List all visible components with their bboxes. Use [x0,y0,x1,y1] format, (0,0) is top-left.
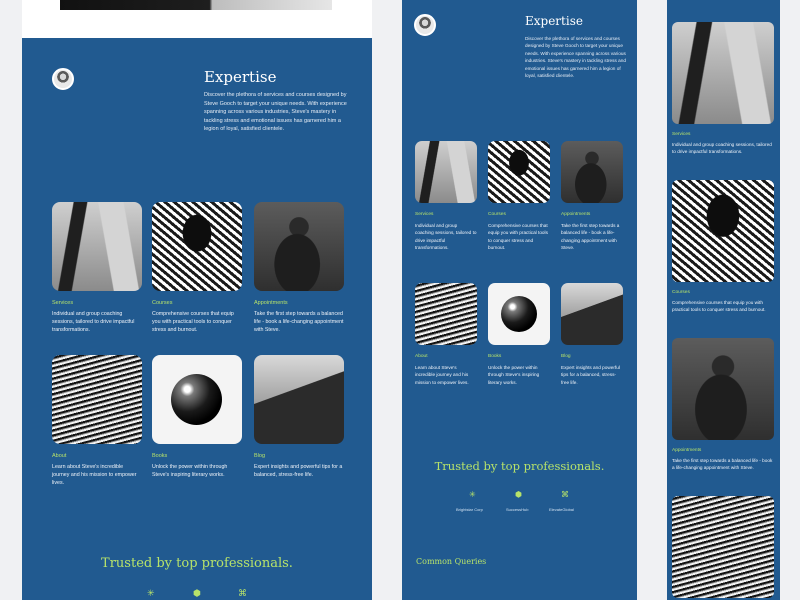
card-courses[interactable] [152,202,242,342]
card-appointments[interactable] [254,202,344,342]
expertise-section [22,38,372,600]
card-courses[interactable] [672,180,774,330]
card-title: Services [415,212,434,217]
logo-label: Brightstar Corp [456,507,483,512]
partner-logos [22,588,372,600]
trusted-title: Trusted by top professionals. [101,556,293,571]
card-text: Comprehensive courses that equip you with practical tools to conquer stress and burnout. [488,223,548,250]
card-appointments[interactable] [672,338,774,490]
courses-image [488,141,550,203]
desktop-mockup [22,0,372,600]
section-title: Expertise [204,68,277,86]
tablet-mockup [402,0,637,600]
card-text: Unlock the power within through Steve's inspiring literary works. [152,464,228,478]
hexagon-icon: ⬢ [193,588,201,598]
card-title: Books [488,354,502,359]
cross-icon: ⌘ [561,490,569,499]
card-books[interactable] [152,355,242,485]
card-blog[interactable] [254,355,344,485]
card-title: Courses [672,290,690,295]
phone-mockup [667,0,780,600]
card-title: Appointments [561,212,591,217]
card-title: Blog [254,453,266,459]
blog-image [254,355,344,444]
card-title: Books [152,453,168,459]
card-text: Take the first step towards a balanced life - book a life-changing appointment with Steve. [672,458,773,471]
card-title: Courses [488,212,506,217]
logo-label: ElevateGlobal [549,507,574,512]
card-text: Take the first step towards a balanced life - book a life-changing appointment with Steve. [561,223,620,250]
section-title: Expertise [525,14,583,28]
faq-title: Common Queries [416,557,487,566]
avatar [52,68,74,90]
card-text: Individual and group coaching sessions, tailored to drive impactful transformations. [415,223,477,250]
card-about[interactable] [415,283,479,408]
card-title: About [415,354,428,359]
card-text: Expert insights and powerful tips for a balanced, stress-free life. [561,365,620,385]
about-image [52,355,142,444]
card-text: Comprehensive courses that equip you with practical tools to conquer stress and burnout. [672,300,766,313]
card-title: Courses [152,300,173,306]
courses-image [152,202,242,291]
card-title: Services [52,300,74,306]
asterisk-icon: ✳ [469,490,476,499]
card-text: Take the first step towards a balanced life - book a life-changing appointment with Steve. [254,311,344,333]
card-services[interactable] [415,141,479,276]
card-text: Expert insights and powerful tips for a balanced, stress-free life. [254,464,343,478]
card-appointments[interactable] [561,141,625,276]
section-description: Discover the plethora of services and courses designed by Steve Gooch to target your unique needs. With experience spanning across various industries, Steve's mastery in tackling stress and emotional issues has garnered him a legion of loyal, satisfied clientele. [204,92,347,133]
card-services[interactable] [52,202,142,342]
card-title: Services [672,132,691,137]
logo-label: SuccessHub [506,507,529,512]
asterisk-icon: ✳ [147,588,155,598]
avatar [414,14,436,36]
books-image [488,283,550,345]
card-title: Appointments [254,300,288,306]
card-courses[interactable] [488,141,552,276]
services-image [672,22,774,124]
hero-strip [22,0,372,38]
appointments-image [561,141,623,203]
courses-image [672,180,774,282]
partner-logos [402,490,637,520]
section-description: Discover the plethora of services and courses designed by Steve Gooch to target your unique needs. With experience spanning across various industries. Steve's mastery in tackling stress and emotional issues has garnered him a legion of loyal, satisfied clientele. [525,36,626,79]
appointments-image [672,338,774,440]
card-about[interactable] [52,355,142,485]
services-image [415,141,477,203]
services-image [52,202,142,291]
sphere-graphic [171,374,222,425]
about-image [672,496,774,598]
card-title: Blog [561,354,571,359]
card-text: Individual and group coaching sessions, tailored to drive impactful transformations. [672,142,772,155]
hero-image [60,0,332,10]
cross-icon: ⌘ [238,588,247,598]
trusted-title: Trusted by top professionals. [434,459,605,473]
card-text: Unlock the power within through Steve's inspiring literary works. [488,365,540,385]
books-image [152,355,242,444]
hexagon-icon: ⬢ [515,490,522,499]
card-text: Individual and group coaching sessions, tailored to drive impactful transformations. [52,311,135,333]
card-text: Learn about Steve's incredible journey and his mission to empower lives. [52,464,137,486]
card-services[interactable] [672,22,774,172]
card-blog[interactable] [561,283,625,408]
card-about[interactable] [672,496,774,600]
about-image [415,283,477,345]
card-title: Appointments [672,448,702,453]
appointments-image [254,202,344,291]
sphere-graphic [501,296,537,332]
card-text: Comprehensive courses that equip you with practical tools to conquer stress and burnout. [152,311,234,333]
blog-image [561,283,623,345]
card-text: Learn about Steve's incredible journey and his mission to empower lives. [415,365,469,385]
card-title: About [52,453,67,459]
card-books[interactable] [488,283,552,408]
